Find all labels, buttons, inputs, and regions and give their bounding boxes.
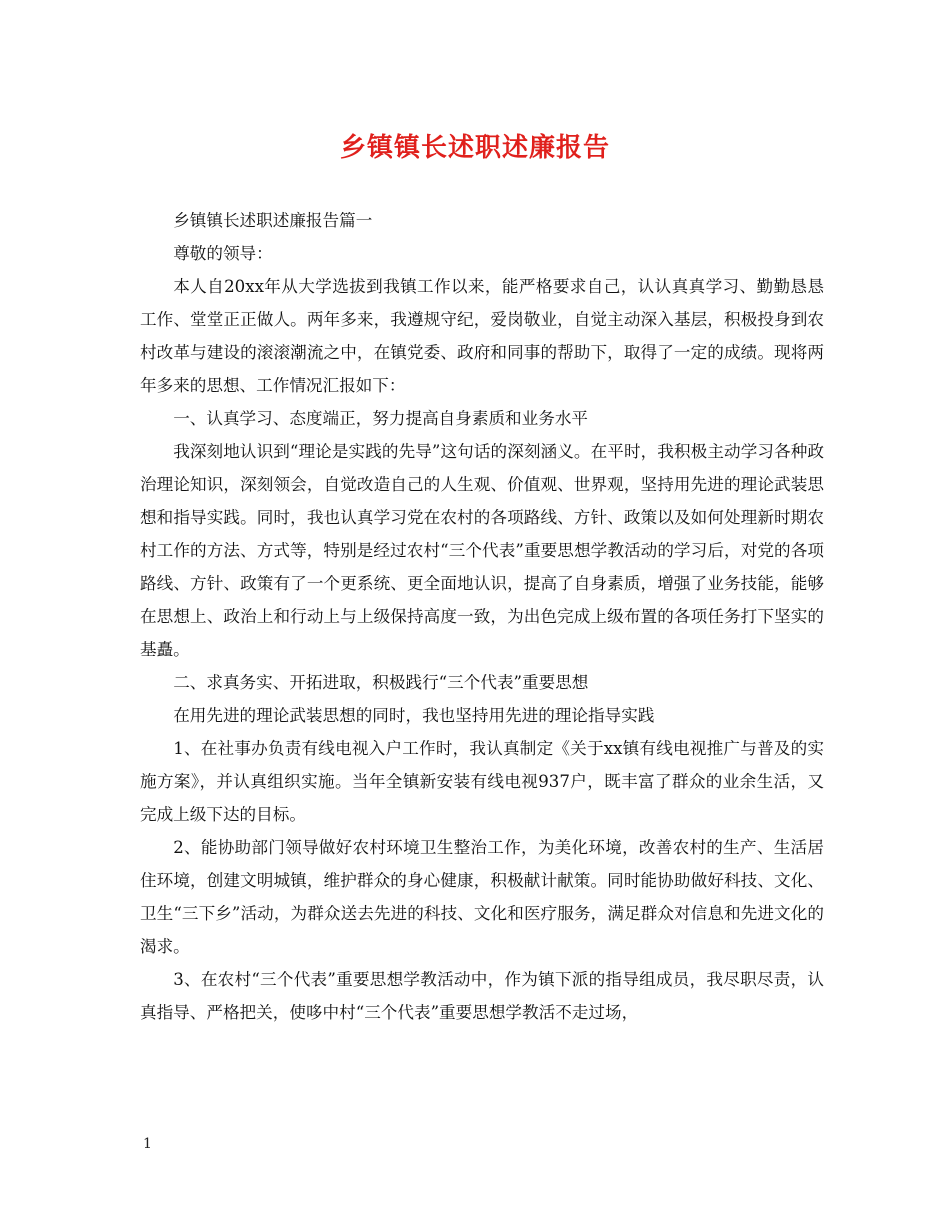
paragraph-item-2: 2、能协助部门领导做好农村环境卫生整治工作，为美化环境，改善农村的生产、生活居住环境，创建文明城镇，维护群众的身心健康，积极献计献策。同时能协助做好科技、文化、卫生“三下乡”活动，为群众送去先进的科技、文化和医疗服务，满足群众对信息和先进文化的渴求。 [140, 838, 824, 956]
document-title: 乡镇镇长述职述廉报告 [339, 133, 610, 163]
paragraph-intro: 本人自20xx年从大学选拔到我镇工作以来，能严格要求自己，认认真真学习、勤勤恳恳工作、堂堂正正做人。两年多来，我遵规守纪，爱岗敬业，自觉主动深入基层，积极投身到农村改革与建设的滚滚潮流之中，在镇党委、政府和同事的帮助下，取得了一定的成绩。现将两年多来的思想、工作情况汇报如下： [140, 277, 824, 395]
section-heading-2: 二、求真务实、开拓进取，积极践行“三个代表”重要思想 [173, 673, 589, 692]
paragraph-study: 我深刻地认识到“理论是实践的先导”这句话的深刻涵义。在平时，我积极主动学习各种政治理论知识，深刻领会，自觉改造自己的人生观、价值观、世界观，坚持用先进的理论武装思想和指导实践。同时，我也认真学习党在农村的各项路线、方针、政策以及如何处理新时期农村工作的方法、方式等，特别是经过农村“三个代表”重要思想学教活动的学习后，对党的各项路线、方针、政策有了一个更系统、更全面地认识，提高了自身素质，增强了业务技能，能够在思想上、政治上和行动上与上级保持高度一致，为出色完成上级布置的各项任务打下坚实的基矗。 [140, 442, 824, 659]
paragraph-item-3: 3、在农村“三个代表”重要思想学教活动中，作为镇下派的指导组成员，我尽职尽责，认真指导、严格把关，使哆中村“三个代表”重要思想学教活不走过场， [140, 970, 824, 1022]
document-body [140, 204, 824, 1029]
paragraph-salutation: 尊敬的领导： [173, 244, 273, 263]
paragraph-subtitle: 乡镇镇长述职述廉报告篇一 [173, 211, 373, 230]
section-heading-1: 一、认真学习、态度端正，努力提高自身素质和业务水平 [173, 409, 589, 428]
page-number: 1 [143, 1136, 152, 1152]
paragraph-item-1: 1、在社事办负责有线电视入户工作时，我认真制定《关于xx镇有线电视推广与普及的实施方案》，并认真组织实施。当年全镇新安装有线电视937户，既丰富了群众的业余生活，又完成上级下达的目标。 [140, 739, 824, 824]
paragraph-practice: 在用先进的理论武装思想的同时，我也坚持用先进的理论指导实践 [173, 706, 655, 725]
